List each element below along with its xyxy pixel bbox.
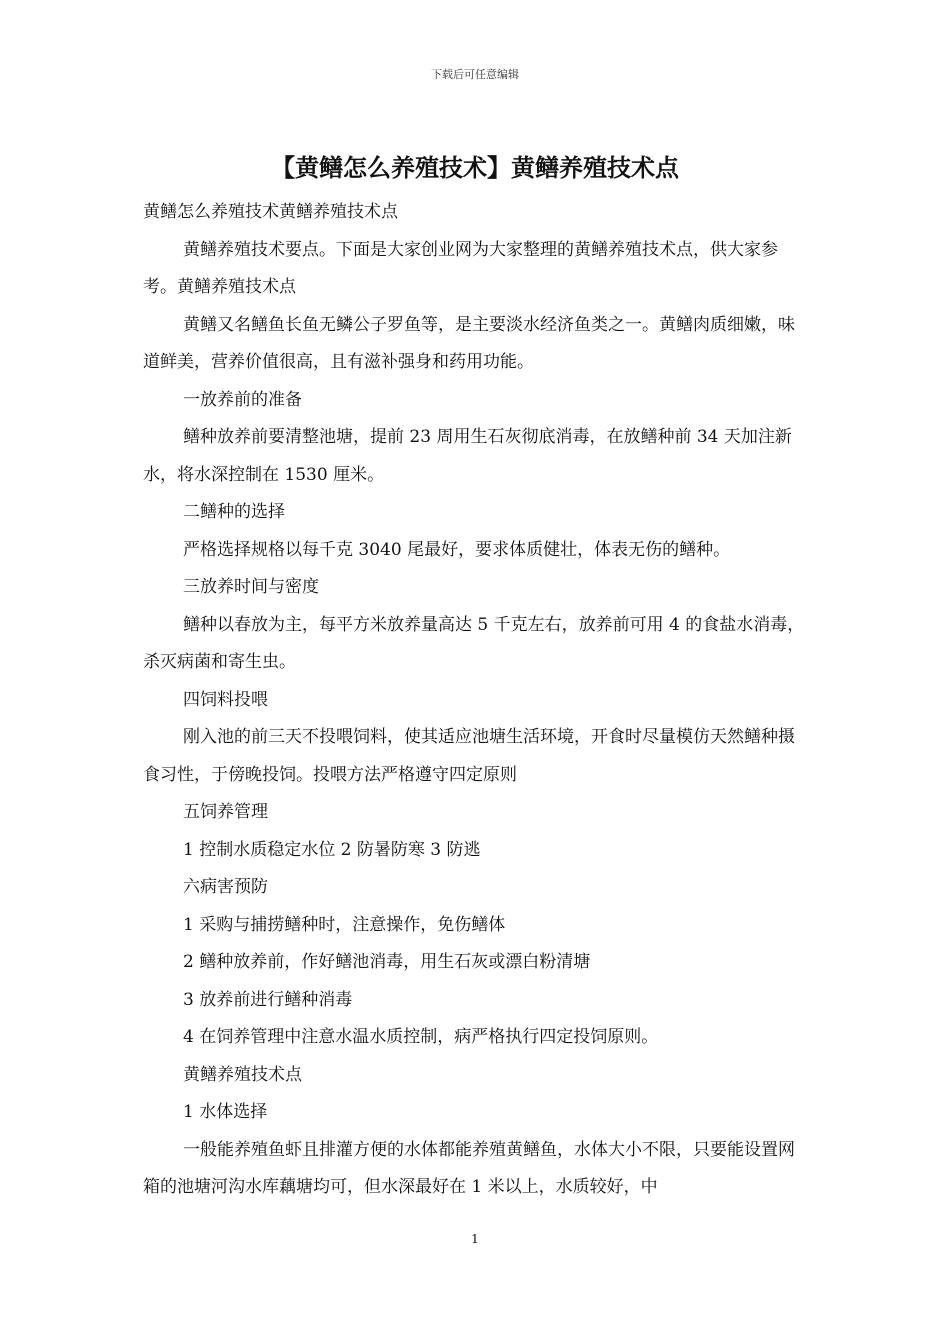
paragraph: 鳝种以春放为主，每平方米放养量高达 5 千克左右，放养前可用 4 的食盐水消毒，杀灭病菌和寄生虫。 <box>143 614 805 672</box>
paragraph: 黄鳝养殖技术要点。下面是大家创业网为大家整理的黄鳝养殖技术点，供大家参考。黄鳝养殖技术点 <box>143 239 778 297</box>
paragraph: 4 在饲养管理中注意水温水质控制，病严格执行四定投饲原则。 <box>183 1027 659 1047</box>
paragraph: 黄鳝怎么养殖技术黄鳝养殖技术点 <box>143 202 398 222</box>
document-title: 【黄鳝怎么养殖技术】黄鳝养殖技术点 <box>271 153 679 182</box>
paragraph: 一放养前的准备 <box>183 389 302 410</box>
paragraph: 黄鳝又名鳝鱼长鱼无鳞公子罗鱼等，是主要淡水经济鱼类之一。黄鳝肉质细嫩，味道鲜美，营养价值很高，且有滋补强身和药用功能。 <box>143 314 795 372</box>
document-body <box>143 194 808 1207</box>
paragraph: 黄鳝养殖技术点 <box>183 1064 302 1085</box>
paragraph: 五饲养管理 <box>183 802 268 822</box>
paragraph: 3 放养前进行鳝种消毒 <box>183 989 353 1010</box>
paragraph: 鳝种放养前要清整池塘，提前 23 周用生石灰彻底消毒，在放鳝种前 34 天加注新水，将水深控制在 1530 厘米。 <box>143 427 792 485</box>
paragraph: 一般能养殖鱼虾且排灌方便的水体都能养殖黄鳝鱼，水体大小不限，只要能设置网箱的池塘河沟水库藕塘均可，但水深最好在 1 米以上，水质较好，中 <box>143 1139 795 1197</box>
paragraph: 三放养时间与密度 <box>183 577 319 597</box>
paragraph: 1 采购与捕捞鳝种时，注意操作，免伤鳝体 <box>183 914 506 935</box>
paragraph: 二鳝种的选择 <box>183 502 285 522</box>
paragraph: 六病害预防 <box>183 877 268 897</box>
paragraph: 2 鳝种放养前，作好鳝池消毒，用生石灰或漂白粉清塘 <box>183 952 591 972</box>
paragraph: 1 控制水质稳定水位 2 防暑防寒 3 防逃 <box>183 839 481 860</box>
page-number: 1 <box>471 1232 479 1246</box>
paragraph: 1 水体选择 <box>183 1102 268 1122</box>
paragraph: 刚入池的前三天不投喂饲料，使其适应池塘生活环境，开食时尽量模仿天然鳝种摄食习性，于傍晚投饲。投喂方法严格遵守四定原则 <box>143 727 795 785</box>
paragraph: 四饲料投喂 <box>183 689 268 710</box>
page-header-note: 下载后可任意编辑 <box>431 68 519 81</box>
paragraph: 严格选择规格以每千克 3040 尾最好，要求体质健壮，体表无伤的鳝种。 <box>183 539 731 560</box>
